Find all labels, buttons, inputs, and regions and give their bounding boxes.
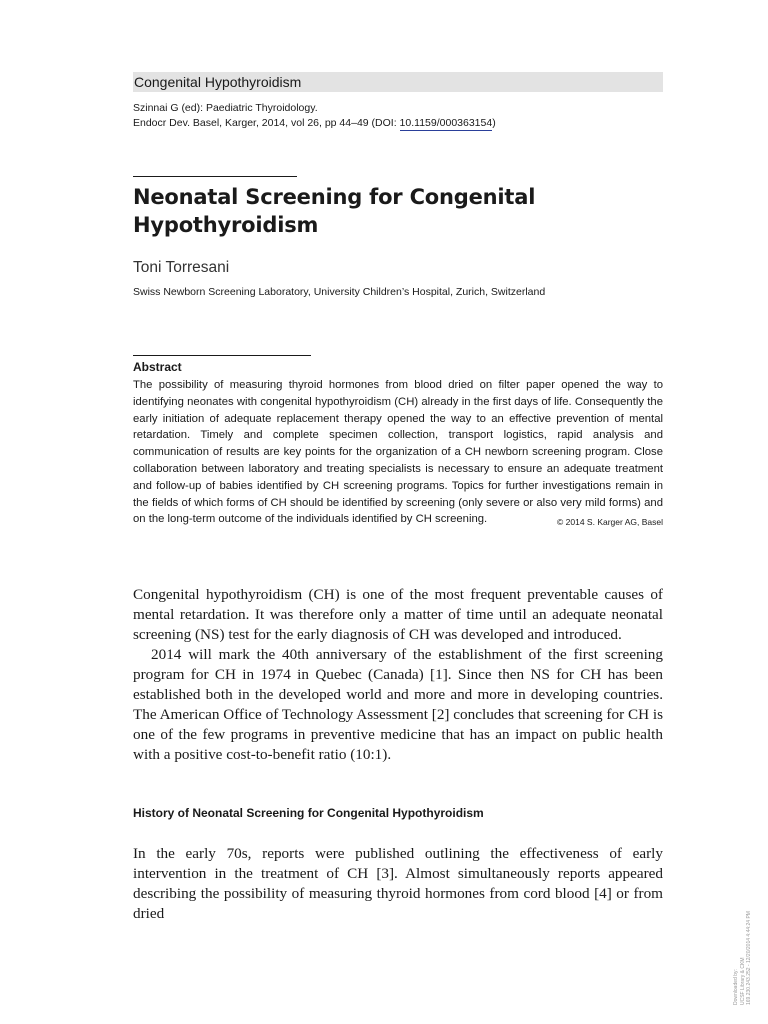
paragraph-1: Congenital hypothyroidism (CH) is one of the most frequent preventable causes of mental retardation. It was therefore only a matter of time until an adequate neonatal screening (NS) test for the early diagnosis of CH was developed and introduced. [133, 586, 663, 643]
author-name: Toni Torresani [133, 259, 230, 276]
abstract-heading: Abstract [133, 360, 182, 374]
citation-prefix: Endocr Dev. Basel, Karger, 2014, vol 26, pp 44–49 (DOI: [133, 117, 400, 129]
title-divider [133, 176, 297, 177]
running-header [133, 72, 663, 92]
running-header-title: Congenital Hypothyroidism [134, 74, 302, 90]
abstract-divider [133, 355, 311, 356]
paragraph-2: 2014 will mark the 40th anniversary of the establishment of the first screening program for CH in 1974 in Quebec (Canada) [1]. Since then NS for CH has been established both in the developed world and more and more in developing countries. The American Office of Technology Assessment [2] concludes that screening for CH is one of the few programs in preventive medicine that has an impact on public health with a positive cost-to-benefit ratio (10:1). [133, 646, 663, 763]
doi-link[interactable]: 10.1159/000363154 [399, 117, 493, 129]
watermark-line-3: 169.230.243.252 - 12/20/2014 4:44:24 PM [746, 911, 752, 1005]
intro-section [133, 585, 663, 765]
download-watermark [733, 911, 753, 1005]
citation [133, 101, 673, 131]
abstract-text: The possibility of measuring thyroid hormones from blood dried on filter paper opened the way to identifying neonates with congenital hypothyroidism (CH) already in the first days of life. Consequently the early initiation of adequate replacement therapy opened the way to an effective prevention of mental retardation. Timely and complete specimen collection, transport logistics, rapid analysis and communication of results are key points for the organization of a CH newborn screening program. Close collaboration between laboratory and treating specialists is necessary to ensure an adequate treatment and follow-up of babies identified by CH screening programs. Topics for further investigations remain in the fields of which forms of CH should be identified by screening (only severe or also very mild forms) and on the long-term outcome of the individuals identified by CH screening. [133, 379, 663, 526]
abstract-text-block [133, 377, 663, 531]
citation-line-2 [133, 116, 673, 131]
watermark-line-1: Downloaded by: [733, 969, 739, 1005]
citation-line-1: Szinnai G (ed): Paediatric Thyroidology. [133, 102, 318, 114]
section-heading-history: History of Neonatal Screening for Congenital Hypothyroidism [133, 806, 484, 820]
citation-suffix: ) [492, 117, 496, 129]
author-affiliation: Swiss Newborn Screening Laboratory, University Children’s Hospital, Zurich, Switzerland [133, 286, 546, 298]
copyright-notice: © 2014 S. Karger AG, Basel [557, 517, 663, 528]
history-section [133, 844, 663, 924]
watermark-line-2: UCSF Library & CKM [739, 957, 746, 1005]
article-title: Neonatal Screening for Congenital Hypothyroidism [133, 185, 536, 237]
paragraph-3: In the early 70s, reports were published outlining the effectiveness of early intervention in the treatment of CH [3]. Almost simultaneously reports appeared describing the possibility of measuring thyroid hormones from cord blood [4] or from dried [133, 845, 663, 922]
